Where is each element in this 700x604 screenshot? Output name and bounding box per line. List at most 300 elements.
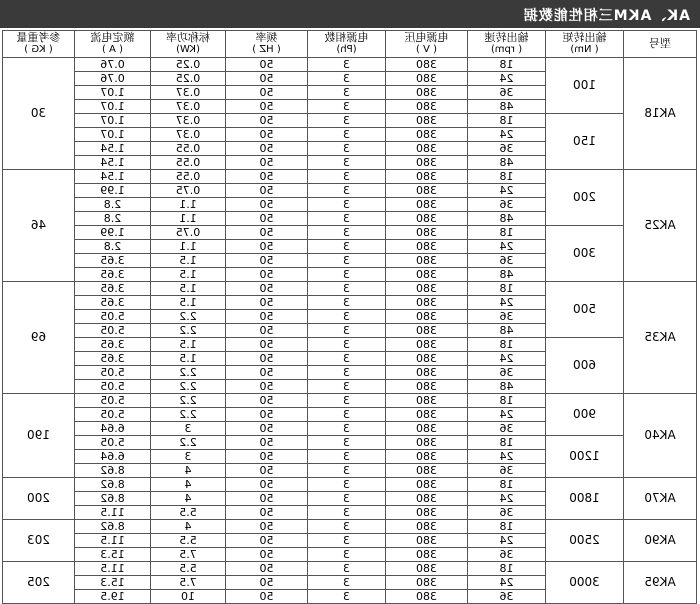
model-cell: AK35 bbox=[624, 282, 697, 394]
freq-cell: 50 bbox=[226, 478, 308, 492]
phase-cell: 3 bbox=[308, 464, 386, 478]
speed-cell: 36 bbox=[468, 506, 546, 520]
freq-cell: 50 bbox=[226, 58, 308, 72]
speed-cell: 24 bbox=[468, 240, 546, 254]
voltage-cell: 380 bbox=[386, 576, 468, 590]
torque-cell: 600 bbox=[546, 338, 624, 394]
power-cell: 7.5 bbox=[151, 576, 226, 590]
current-cell: 2.8 bbox=[75, 212, 151, 226]
voltage-cell: 380 bbox=[386, 408, 468, 422]
speed-cell: 36 bbox=[468, 422, 546, 436]
weight-cell: 69 bbox=[3, 282, 75, 394]
power-cell: 5.5 bbox=[151, 534, 226, 548]
freq-cell: 50 bbox=[226, 534, 308, 548]
table-row bbox=[3, 58, 697, 72]
freq-cell: 50 bbox=[226, 324, 308, 338]
power-cell: 5.5 bbox=[151, 562, 226, 576]
column-header bbox=[151, 31, 226, 58]
speed-cell: 48 bbox=[468, 268, 546, 282]
voltage-cell: 380 bbox=[386, 436, 468, 450]
column-header-name: 参考重量 bbox=[16, 31, 61, 44]
phase-cell: 3 bbox=[308, 156, 386, 170]
power-cell: 0.55 bbox=[151, 170, 226, 184]
phase-cell: 3 bbox=[308, 534, 386, 548]
column-header-unit: ( HZ ) bbox=[252, 44, 281, 55]
current-cell: 8.62 bbox=[75, 492, 151, 506]
power-cell: 5.5 bbox=[151, 506, 226, 520]
current-cell: 6.64 bbox=[75, 422, 151, 436]
speed-cell: 24 bbox=[468, 576, 546, 590]
phase-cell: 3 bbox=[308, 394, 386, 408]
power-cell: 2.2 bbox=[151, 310, 226, 324]
column-header-name: 电源相数 bbox=[324, 31, 369, 44]
current-cell: 5.05 bbox=[75, 366, 151, 380]
phase-cell: 3 bbox=[308, 492, 386, 506]
phase-cell: 3 bbox=[308, 254, 386, 268]
freq-cell: 50 bbox=[226, 226, 308, 240]
voltage-cell: 380 bbox=[386, 338, 468, 352]
freq-cell: 50 bbox=[226, 170, 308, 184]
table-row bbox=[3, 338, 697, 352]
freq-cell: 50 bbox=[226, 72, 308, 86]
current-cell: 1.07 bbox=[75, 86, 151, 100]
current-cell: 1.54 bbox=[75, 170, 151, 184]
freq-cell: 50 bbox=[226, 184, 308, 198]
freq-cell: 50 bbox=[226, 282, 308, 296]
power-cell: 0.75 bbox=[151, 226, 226, 240]
model-cell: AK95 bbox=[624, 562, 697, 604]
column-header bbox=[468, 31, 546, 58]
current-cell: 3.65 bbox=[75, 282, 151, 296]
freq-cell: 50 bbox=[226, 142, 308, 156]
voltage-cell: 380 bbox=[386, 310, 468, 324]
speed-cell: 24 bbox=[468, 128, 546, 142]
table-row bbox=[3, 562, 697, 576]
current-cell: 5.05 bbox=[75, 310, 151, 324]
voltage-cell: 380 bbox=[386, 380, 468, 394]
voltage-cell: 380 bbox=[386, 72, 468, 86]
freq-cell: 50 bbox=[226, 436, 308, 450]
speed-cell: 18 bbox=[468, 282, 546, 296]
freq-cell: 50 bbox=[226, 156, 308, 170]
freq-cell: 50 bbox=[226, 464, 308, 478]
freq-cell: 50 bbox=[226, 352, 308, 366]
phase-cell: 3 bbox=[308, 366, 386, 380]
freq-cell: 50 bbox=[226, 86, 308, 100]
torque-cell: 300 bbox=[546, 226, 624, 282]
voltage-cell: 380 bbox=[386, 170, 468, 184]
title-bar bbox=[0, 0, 700, 28]
speed-cell: 24 bbox=[468, 408, 546, 422]
voltage-cell: 380 bbox=[386, 506, 468, 520]
weight-cell: 46 bbox=[3, 170, 75, 282]
torque-cell: 500 bbox=[546, 282, 624, 338]
voltage-cell: 380 bbox=[386, 212, 468, 226]
speed-cell: 36 bbox=[468, 590, 546, 604]
phase-cell: 3 bbox=[308, 506, 386, 520]
speed-cell: 48 bbox=[468, 324, 546, 338]
table-row bbox=[3, 226, 697, 240]
speed-cell: 18 bbox=[468, 436, 546, 450]
model-cell: AK90 bbox=[624, 520, 697, 562]
phase-cell: 3 bbox=[308, 268, 386, 282]
power-cell: 1.5 bbox=[151, 338, 226, 352]
voltage-cell: 380 bbox=[386, 226, 468, 240]
current-cell: 1.99 bbox=[75, 184, 151, 198]
current-cell: 19.5 bbox=[75, 590, 151, 604]
voltage-cell: 380 bbox=[386, 240, 468, 254]
freq-cell: 50 bbox=[226, 240, 308, 254]
power-cell: 0.25 bbox=[151, 72, 226, 86]
freq-cell: 50 bbox=[226, 408, 308, 422]
current-cell: 3.65 bbox=[75, 254, 151, 268]
voltage-cell: 380 bbox=[386, 464, 468, 478]
phase-cell: 3 bbox=[308, 226, 386, 240]
freq-cell: 50 bbox=[226, 128, 308, 142]
column-header bbox=[3, 31, 75, 58]
power-cell: 4 bbox=[151, 478, 226, 492]
voltage-cell: 380 bbox=[386, 114, 468, 128]
voltage-cell: 380 bbox=[386, 184, 468, 198]
weight-cell: 190 bbox=[3, 394, 75, 478]
power-cell: 4 bbox=[151, 464, 226, 478]
power-cell: 0.37 bbox=[151, 128, 226, 142]
document-title: AK、AKM三相性能数据 bbox=[522, 8, 690, 24]
torque-cell: 1800 bbox=[546, 478, 624, 520]
voltage-cell: 380 bbox=[386, 58, 468, 72]
torque-cell: 2500 bbox=[546, 520, 624, 562]
speed-cell: 18 bbox=[468, 114, 546, 128]
freq-cell: 50 bbox=[226, 590, 308, 604]
current-cell: 5.05 bbox=[75, 408, 151, 422]
current-cell: 5.05 bbox=[75, 380, 151, 394]
phase-cell: 3 bbox=[308, 408, 386, 422]
column-header-unit: (KW) bbox=[176, 44, 200, 55]
freq-cell: 50 bbox=[226, 310, 308, 324]
power-cell: 1.5 bbox=[151, 296, 226, 310]
speed-cell: 36 bbox=[468, 366, 546, 380]
speed-cell: 36 bbox=[468, 464, 546, 478]
current-cell: 3.65 bbox=[75, 338, 151, 352]
voltage-cell: 380 bbox=[386, 142, 468, 156]
speed-cell: 36 bbox=[468, 254, 546, 268]
model-cell: AK25 bbox=[624, 170, 697, 282]
voltage-cell: 380 bbox=[386, 254, 468, 268]
table-row bbox=[3, 520, 697, 534]
voltage-cell: 380 bbox=[386, 394, 468, 408]
phase-cell: 3 bbox=[308, 72, 386, 86]
phase-cell: 3 bbox=[308, 198, 386, 212]
power-cell: 1.5 bbox=[151, 352, 226, 366]
power-cell: 3 bbox=[151, 450, 226, 464]
column-header-name: 输出转矩 bbox=[562, 31, 607, 44]
performance-table bbox=[2, 30, 697, 604]
phase-cell: 3 bbox=[308, 576, 386, 590]
speed-cell: 36 bbox=[468, 198, 546, 212]
voltage-cell: 380 bbox=[386, 282, 468, 296]
speed-cell: 24 bbox=[468, 450, 546, 464]
power-cell: 0.37 bbox=[151, 100, 226, 114]
column-header-unit: ( V ) bbox=[416, 44, 438, 55]
current-cell: 11.5 bbox=[75, 562, 151, 576]
current-cell: 15.3 bbox=[75, 548, 151, 562]
column-header-name: 型号 bbox=[649, 37, 671, 50]
speed-cell: 18 bbox=[468, 394, 546, 408]
speed-cell: 18 bbox=[468, 226, 546, 240]
power-cell: 2.2 bbox=[151, 380, 226, 394]
current-cell: 1.54 bbox=[75, 142, 151, 156]
current-cell: 5.05 bbox=[75, 436, 151, 450]
freq-cell: 50 bbox=[226, 268, 308, 282]
column-header-name: 频率 bbox=[255, 31, 278, 44]
phase-cell: 3 bbox=[308, 58, 386, 72]
weight-cell: 30 bbox=[3, 58, 75, 170]
freq-cell: 50 bbox=[226, 254, 308, 268]
voltage-cell: 380 bbox=[386, 352, 468, 366]
column-header bbox=[546, 31, 624, 58]
phase-cell: 3 bbox=[308, 282, 386, 296]
power-cell: 0.37 bbox=[151, 114, 226, 128]
phase-cell: 3 bbox=[308, 128, 386, 142]
speed-cell: 18 bbox=[468, 562, 546, 576]
voltage-cell: 380 bbox=[386, 534, 468, 548]
current-cell: 15.3 bbox=[75, 576, 151, 590]
phase-cell: 3 bbox=[308, 296, 386, 310]
phase-cell: 3 bbox=[308, 240, 386, 254]
phase-cell: 3 bbox=[308, 548, 386, 562]
voltage-cell: 380 bbox=[386, 478, 468, 492]
column-header-name: 额定电流 bbox=[90, 31, 135, 44]
freq-cell: 50 bbox=[226, 394, 308, 408]
current-cell: 6.64 bbox=[75, 450, 151, 464]
column-header bbox=[75, 31, 151, 58]
torque-cell: 100 bbox=[546, 58, 624, 114]
voltage-cell: 380 bbox=[386, 100, 468, 114]
power-cell: 4 bbox=[151, 520, 226, 534]
model-cell: AK40 bbox=[624, 394, 697, 478]
torque-cell: 900 bbox=[546, 394, 624, 436]
phase-cell: 3 bbox=[308, 212, 386, 226]
voltage-cell: 380 bbox=[386, 520, 468, 534]
speed-cell: 18 bbox=[468, 58, 546, 72]
voltage-cell: 380 bbox=[386, 450, 468, 464]
column-header-name: 标称功率 bbox=[166, 31, 210, 44]
power-cell: 10 bbox=[151, 590, 226, 604]
voltage-cell: 380 bbox=[386, 156, 468, 170]
current-cell: 8.62 bbox=[75, 478, 151, 492]
freq-cell: 50 bbox=[226, 506, 308, 520]
freq-cell: 50 bbox=[226, 576, 308, 590]
phase-cell: 3 bbox=[308, 100, 386, 114]
speed-cell: 24 bbox=[468, 72, 546, 86]
weight-cell: 205 bbox=[3, 562, 75, 604]
voltage-cell: 380 bbox=[386, 324, 468, 338]
current-cell: 1.54 bbox=[75, 156, 151, 170]
freq-cell: 50 bbox=[226, 366, 308, 380]
freq-cell: 50 bbox=[226, 198, 308, 212]
column-header-unit: ( KG ) bbox=[24, 44, 53, 55]
power-cell: 4 bbox=[151, 492, 226, 506]
phase-cell: 3 bbox=[308, 380, 386, 394]
power-cell: 2.2 bbox=[151, 436, 226, 450]
column-header-unit: ( A ) bbox=[102, 44, 124, 55]
speed-cell: 36 bbox=[468, 310, 546, 324]
weight-cell: 203 bbox=[3, 520, 75, 562]
freq-cell: 50 bbox=[226, 296, 308, 310]
current-cell: 5.05 bbox=[75, 394, 151, 408]
voltage-cell: 380 bbox=[386, 422, 468, 436]
power-cell: 1.1 bbox=[151, 212, 226, 226]
column-header bbox=[308, 31, 386, 58]
current-cell: 2.8 bbox=[75, 198, 151, 212]
power-cell: 3 bbox=[151, 422, 226, 436]
table-row bbox=[3, 478, 697, 492]
torque-cell: 200 bbox=[546, 170, 624, 226]
phase-cell: 3 bbox=[308, 520, 386, 534]
speed-cell: 18 bbox=[468, 478, 546, 492]
voltage-cell: 380 bbox=[386, 86, 468, 100]
power-cell: 0.37 bbox=[151, 86, 226, 100]
phase-cell: 3 bbox=[308, 590, 386, 604]
speed-cell: 36 bbox=[468, 86, 546, 100]
power-cell: 1.1 bbox=[151, 240, 226, 254]
phase-cell: 3 bbox=[308, 86, 386, 100]
current-cell: 2.8 bbox=[75, 240, 151, 254]
power-cell: 0.25 bbox=[151, 58, 226, 72]
freq-cell: 50 bbox=[226, 212, 308, 226]
current-cell: 0.76 bbox=[75, 58, 151, 72]
power-cell: 1.5 bbox=[151, 282, 226, 296]
power-cell: 1.1 bbox=[151, 198, 226, 212]
freq-cell: 50 bbox=[226, 422, 308, 436]
current-cell: 3.65 bbox=[75, 268, 151, 282]
speed-cell: 36 bbox=[468, 548, 546, 562]
column-header bbox=[386, 31, 468, 58]
power-cell: 2.2 bbox=[151, 394, 226, 408]
phase-cell: 3 bbox=[308, 324, 386, 338]
power-cell: 0.55 bbox=[151, 156, 226, 170]
column-header bbox=[624, 31, 697, 58]
freq-cell: 50 bbox=[226, 548, 308, 562]
phase-cell: 3 bbox=[308, 422, 386, 436]
current-cell: 3.65 bbox=[75, 352, 151, 366]
power-cell: 2.2 bbox=[151, 366, 226, 380]
power-cell: 0.55 bbox=[151, 142, 226, 156]
speed-cell: 48 bbox=[468, 380, 546, 394]
voltage-cell: 380 bbox=[386, 492, 468, 506]
speed-cell: 24 bbox=[468, 296, 546, 310]
voltage-cell: 380 bbox=[386, 590, 468, 604]
voltage-cell: 380 bbox=[386, 562, 468, 576]
voltage-cell: 380 bbox=[386, 268, 468, 282]
phase-cell: 3 bbox=[308, 310, 386, 324]
column-header-unit: ( rpm) bbox=[490, 44, 523, 55]
current-cell: 1.99 bbox=[75, 226, 151, 240]
column-header bbox=[226, 31, 308, 58]
table-row bbox=[3, 394, 697, 408]
phase-cell: 3 bbox=[308, 562, 386, 576]
speed-cell: 24 bbox=[468, 184, 546, 198]
current-cell: 8.62 bbox=[75, 464, 151, 478]
power-cell: 0.75 bbox=[151, 184, 226, 198]
speed-cell: 18 bbox=[468, 338, 546, 352]
current-cell: 11.5 bbox=[75, 506, 151, 520]
current-cell: 8.62 bbox=[75, 520, 151, 534]
freq-cell: 50 bbox=[226, 100, 308, 114]
current-cell: 1.07 bbox=[75, 100, 151, 114]
column-header-name: 输出转速 bbox=[484, 31, 529, 44]
current-cell: 3.65 bbox=[75, 296, 151, 310]
freq-cell: 50 bbox=[226, 380, 308, 394]
speed-cell: 36 bbox=[468, 142, 546, 156]
table-row bbox=[3, 170, 697, 184]
phase-cell: 3 bbox=[308, 338, 386, 352]
table-body bbox=[3, 58, 697, 604]
freq-cell: 50 bbox=[226, 492, 308, 506]
voltage-cell: 380 bbox=[386, 366, 468, 380]
table-row bbox=[3, 282, 697, 296]
voltage-cell: 380 bbox=[386, 296, 468, 310]
torque-cell: 150 bbox=[546, 114, 624, 170]
phase-cell: 3 bbox=[308, 184, 386, 198]
speed-cell: 18 bbox=[468, 170, 546, 184]
phase-cell: 3 bbox=[308, 478, 386, 492]
header-row bbox=[3, 31, 697, 58]
voltage-cell: 380 bbox=[386, 198, 468, 212]
phase-cell: 3 bbox=[308, 114, 386, 128]
column-header-name: 电源电压 bbox=[404, 31, 449, 44]
current-cell: 11.5 bbox=[75, 534, 151, 548]
phase-cell: 3 bbox=[308, 170, 386, 184]
table-row bbox=[3, 436, 697, 450]
weight-cell: 200 bbox=[3, 478, 75, 520]
torque-cell: 3000 bbox=[546, 562, 624, 604]
speed-cell: 48 bbox=[468, 212, 546, 226]
voltage-cell: 380 bbox=[386, 128, 468, 142]
power-cell: 2.2 bbox=[151, 408, 226, 422]
speed-cell: 24 bbox=[468, 492, 546, 506]
column-header-unit: (Ph) bbox=[336, 44, 357, 55]
torque-cell: 1200 bbox=[546, 436, 624, 478]
table-row bbox=[3, 114, 697, 128]
phase-cell: 3 bbox=[308, 436, 386, 450]
freq-cell: 50 bbox=[226, 114, 308, 128]
speed-cell: 48 bbox=[468, 100, 546, 114]
current-cell: 1.07 bbox=[75, 128, 151, 142]
voltage-cell: 380 bbox=[386, 548, 468, 562]
freq-cell: 50 bbox=[226, 338, 308, 352]
current-cell: 1.07 bbox=[75, 114, 151, 128]
power-cell: 7.5 bbox=[151, 548, 226, 562]
current-cell: 0.76 bbox=[75, 72, 151, 86]
power-cell: 1.5 bbox=[151, 268, 226, 282]
speed-cell: 24 bbox=[468, 352, 546, 366]
column-header-unit: ( Nm) bbox=[570, 44, 599, 55]
current-cell: 5.05 bbox=[75, 324, 151, 338]
phase-cell: 3 bbox=[308, 450, 386, 464]
phase-cell: 3 bbox=[308, 352, 386, 366]
model-cell: AK18 bbox=[624, 58, 697, 170]
speed-cell: 48 bbox=[468, 156, 546, 170]
power-cell: 2.2 bbox=[151, 324, 226, 338]
freq-cell: 50 bbox=[226, 450, 308, 464]
model-cell: AK70 bbox=[624, 478, 697, 520]
speed-cell: 18 bbox=[468, 520, 546, 534]
power-cell: 1.5 bbox=[151, 254, 226, 268]
freq-cell: 50 bbox=[226, 562, 308, 576]
freq-cell: 50 bbox=[226, 520, 308, 534]
phase-cell: 3 bbox=[308, 142, 386, 156]
